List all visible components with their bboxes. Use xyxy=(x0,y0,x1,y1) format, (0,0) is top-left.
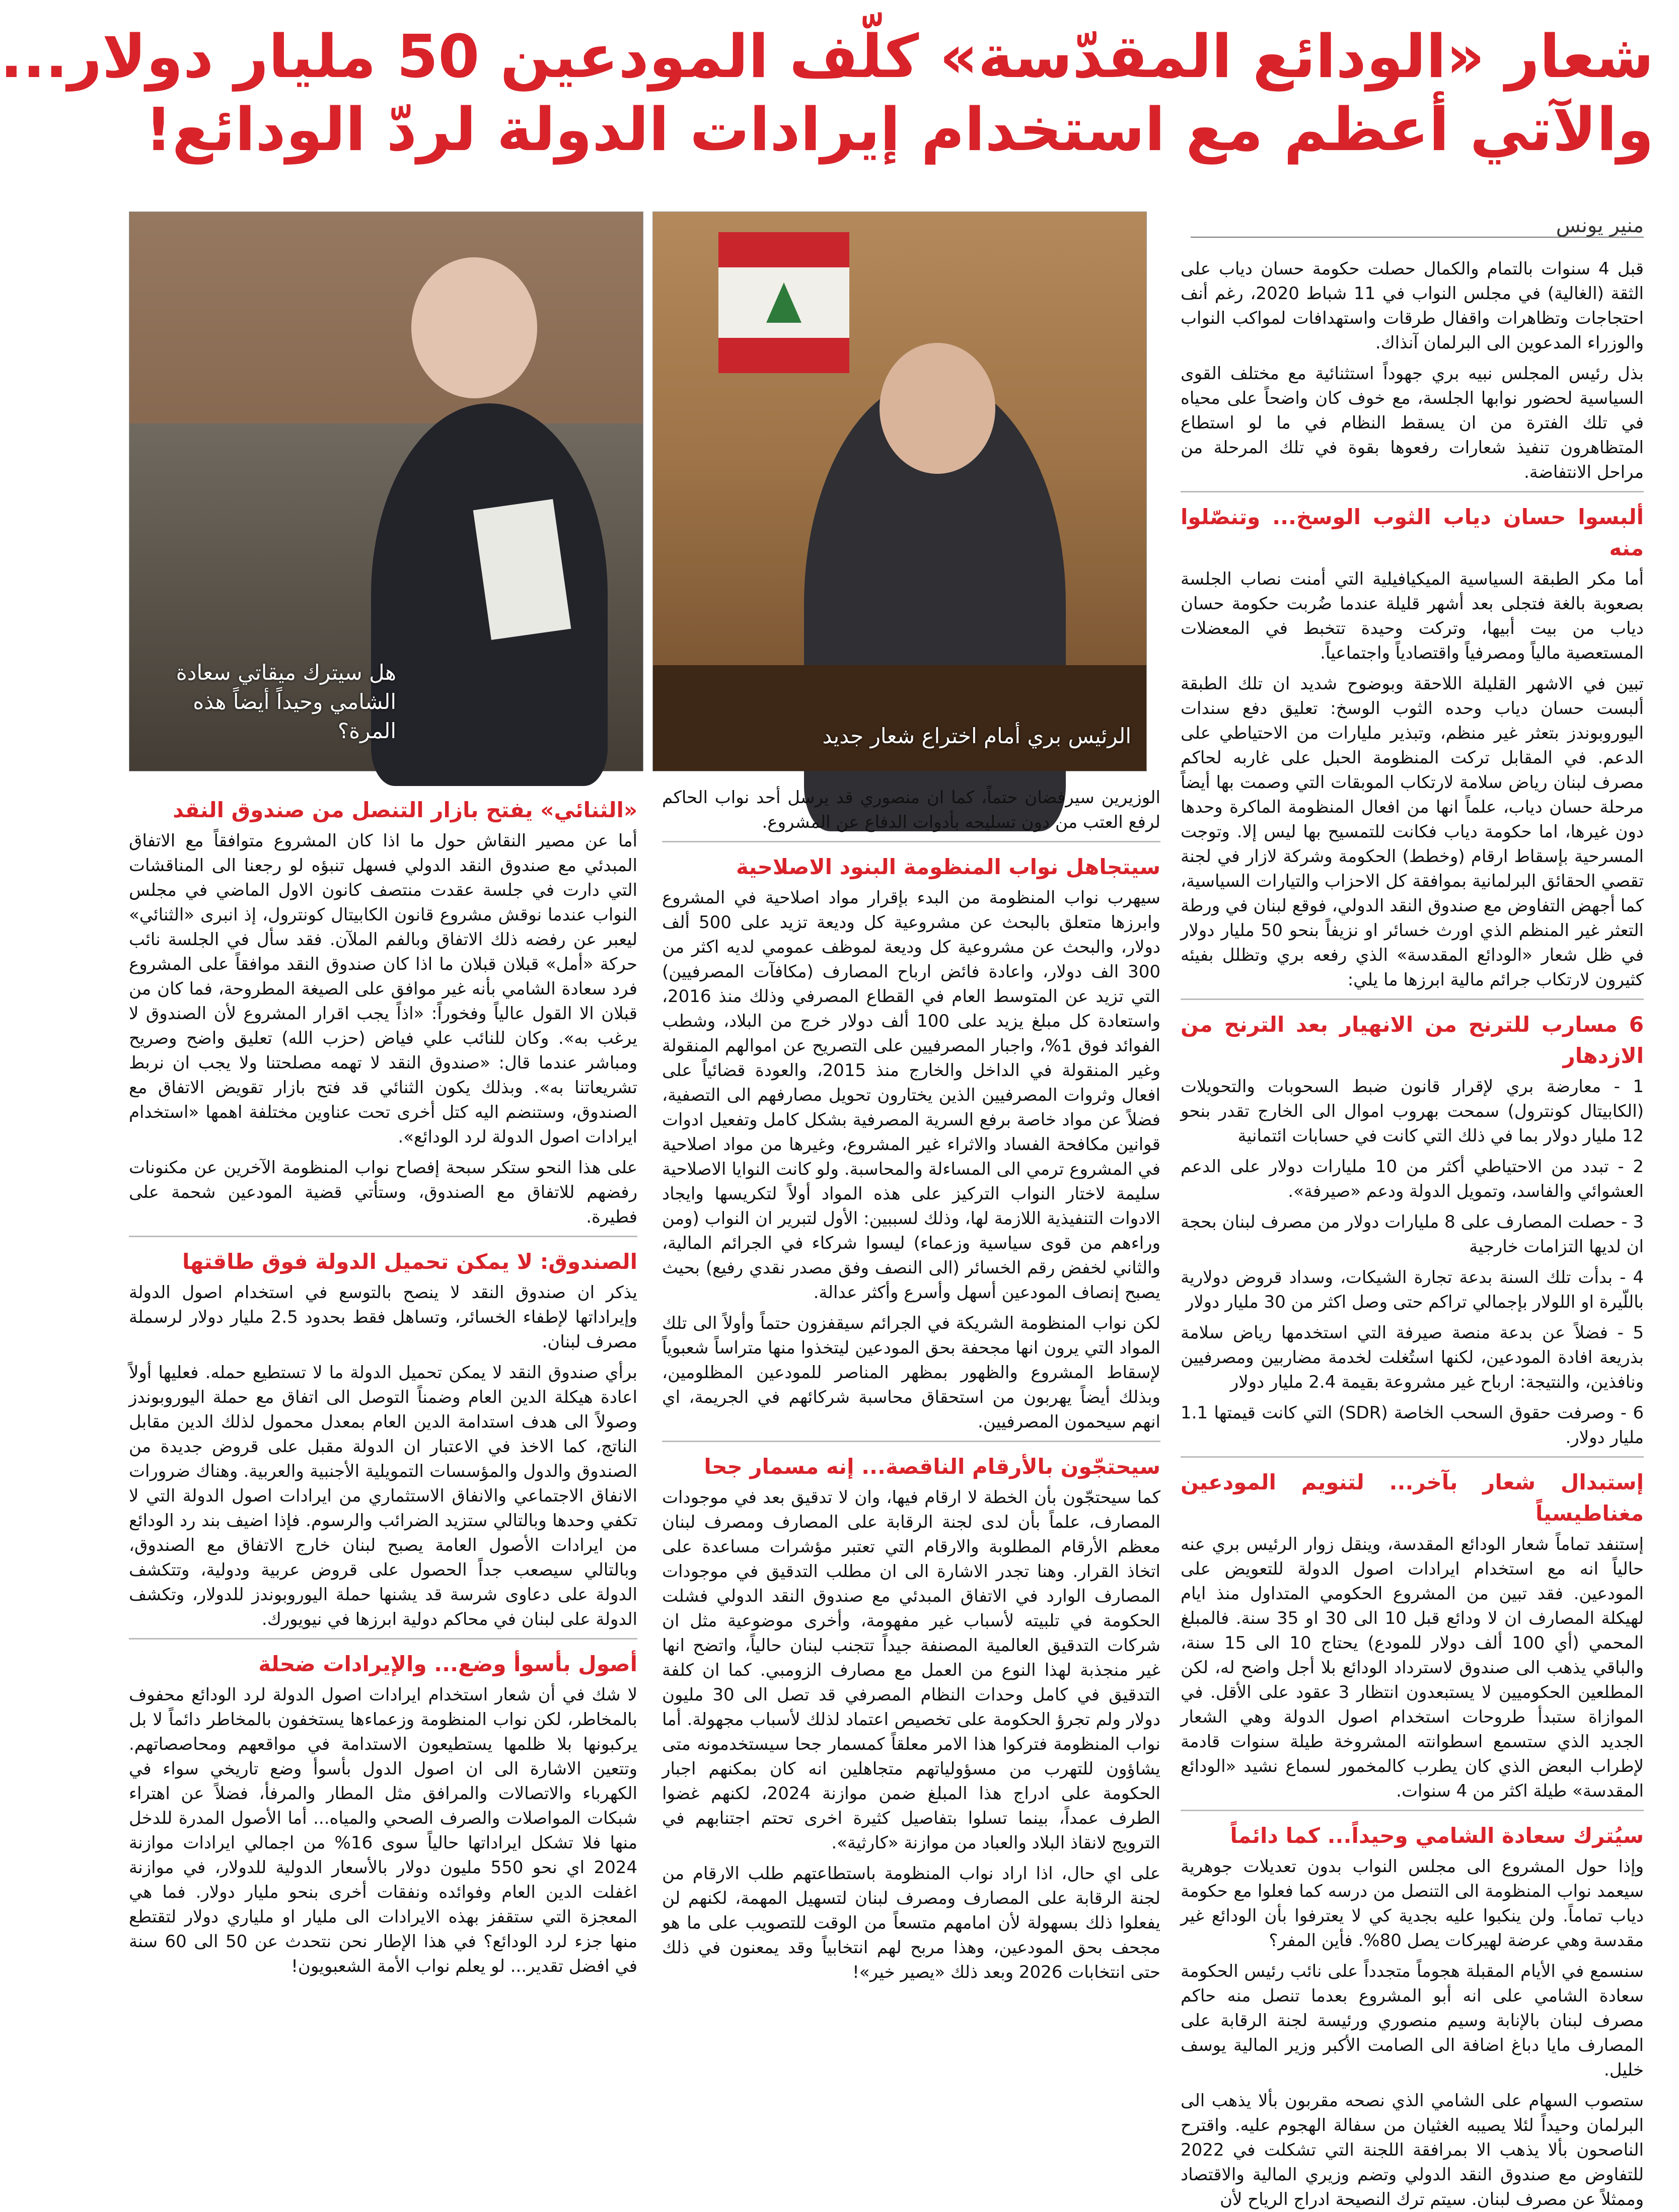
photo-mikati xyxy=(129,211,643,771)
subheading: سيحتجّون بالأرقام الناقصة... إنه مسمار جحا xyxy=(704,1454,1160,1479)
list-item: 3 - حصلت المصارف على 8 مليارات دولار من مصرف لبنان بحجة ان لديها التزامات خارجية xyxy=(1181,1212,1644,1257)
paragraph: لا شك في أن شعار استخدام ايرادات اصول الدولة لرد الودائع محفوف بالمخاطر، لكن نواب المنظومة وزعماءها يستخفون بالمخاطر دائماً لا بل يركبونها بلا ظلمها يستطيعون الاستدامة في مواقعهم ومحاصصاتهم. وتتعين الاشارة الى ان اصول الدول بأسوأ وضع تاريخي سواء في الكهرباء والاتصالات والمرافق مثل المطار والمرفأ، فضلاً عن اهتراء شبكات المواصلات والصرف الصحي والمياه... أما الأصول المدرة للدخل منها فلا تشكل ايراداتها حالياً سوى 16% من اجمالي ايرادات موازنة 2024 اي نحو 550 مليون دولار بالأسعار الدولية للدولار، في موازنة اغفلت الدين العام وفوائده ونفقات أخرى بنحو مليار دولار. فما هي المعجزة التي ستقفز بهذه الايرادات الى مليار او ملياري دولار لتقتطع منها جزء لرد الودائع؟ في هذا الإطار نحن نتحدث عن 50 الى 60 سنة في افضل تقدير... لو يعلم نواب الأمة الشعبويون! xyxy=(129,1685,637,1976)
subheading: أصول بأسوأ وضع... والإيرادات ضحلة xyxy=(258,1652,637,1676)
headline xyxy=(0,20,1654,186)
photo-berri-caption: الرئيس بري أمام اختراع شعار جديد xyxy=(822,724,1131,748)
paragraph: إستنفد تماماً شعار الودائع المقدسة، وينقل زوار الرئيس بري عنه حالياً انه مع استخدام ايرادات اصول الدولة للتعويض على المودعين. فقد تبين من المشروع الحكومي المتداول منذ ايام لهيكلة المصارف ان لا ودائع قبل 10 الى 30 او 35 سنة. فالمبلغ المحمي (أي 100 ألف دولار للمودع) يحتاج 10 الى 15 سنة، والباقي يذهب الى صندوق لاسترداد الودائع بلا أجل واضح له، لكن المطلعين الحكوميين لا يستبعدون انتظار 3 عقود على الأقل. في الموازاة ستبدأ طروحات استخدام اصول الدولة وهي الشعار الجديد الذي ستسمع اسطوانته المشروخة طيلة سنوات قادمة لإطراب البعض الذي كان يطرب كالمخمور لسماع نشيد «الودائع المقدسة» طيلة اكثر من 4 سنوات. xyxy=(1181,1534,1644,1801)
paragraph: كما سيحتجّون بأن الخطة لا ارقام فيها، وان لا تدقيق بعد في موجودات المصارف، علماً بأن لدى لجنة الرقابة على المصارف ومصرف لبنان معظم الأرقام المطلوبة والارقام التي تعتبر مؤشرات مساعدة على اتخاذ القرار. وهنا تجدر الاشارة الى ان مطلب التدقيق في موجودات المصارف الوارد في الاتفاق المبدئي مع صندوق النقد الدولي فشلت الحكومة في تلبيته لأسباب غير مفهومة، وأخرى موضوعية مثل ان شركات التدقيق العالمية المصنفة جيداً تتجنب لبنان حالياً، واتضح انها غير منجذبة لهذا النوع من العمل مع مصارف الزومبي. كما ان كلفة التدقيق في كامل وحدات النظام المصرفي قد تصل الى 30 مليون دولار ولم تجرؤ الحكومة على تخصيص اعتماد لذلك لأسباب مجهولة. أما نواب المنظومة فتركوا هذا الامر معلقاً كمسمار جحا سيستخدمونه متى يشاؤون للتهرب من مسؤولياتهم متجاهلين انه كان بمكنهم اجبار الحكومة على ادراج هذا المبلغ ضمن موازنة 2024، لكنهم غضوا الطرف عمداً، بينما تسلوا بتفاصيل كثيرة اخرى تحتم اجتنابهم في الترويج لانقاذ البلاد والعباد من موازنة «كارثية». xyxy=(662,1487,1160,1853)
section-divider xyxy=(1181,998,1644,1000)
list-item: 6 - وصرفت حقوق السحب الخاصة (SDR) التي كانت قيمتها 1.1 مليار دولار. xyxy=(1181,1403,1644,1448)
paragraph: على هذا النحو ستكر سبحة إفصاح نواب المنظومة الآخرين عن مكنونات رفضهم للاتفاق مع الصندوق، وستأتي قضية المودعين شحمة على فطيرة. xyxy=(129,1158,637,1227)
section-divider xyxy=(1181,1810,1644,1811)
flag-red-stripe-top xyxy=(718,232,849,267)
paragraph: يذكر ان صندوق النقد لا ينصح بالتوسع في استخدام اصول الدولة وإيراداتها لإطفاء الخسائر، وتساهل فقط بحدود 2.5 مليار دولار لرسملة مصرف لبنان. xyxy=(129,1282,638,1352)
paragraph: سيهرب نواب المنظومة من البدء بإقرار مواد اصلاحية في المشروع وابرزها متعلق بالبحث عن مشروعية كل وديعة تزيد على 500 ألف دولار، والبحث عن مشروعية كل وديعة لموظف عمومي لديه اكثر من 300 الف دولار، واعادة فائض ارباح المصارف (مكافآت المصرفيين) التي تزيد عن المتوسط العام في القطاع المصرفي وذلك منذ 2016، واستعادة كل مبلغ يزيد على 100 ألف دولار خرج من البلاد، وشطب الفوائد فوق 1%، واجبار المصرفيين على التصريح عن اموالهم المنقولة وغير المنقولة في الداخل والخارج منذ 2015، والعودة قضائياً على افعال وثروات المصرفيين الذين يختارون تحويل مصارفهم الى التصفية، فضلاً عن مواد خاصة برفع السرية المصرفية بشكل كامل وتفعيل ادوات قوانين مكافحة الفساد والاثراء غير المشروع، وغيرها من مواد اصلاحية في المشروع ترمي الى المساءلة والمحاسبة. ولو كانت النوايا الاصلاحية سليمة لاختار النواب التركيز على هذه المواد أولاً لتكريسها وايجاد الادوات التنفيذية اللازمة لها، وذلك لسببين: الأول لتبرير ان النواب (ومن وراءهم من قوى سياسية وزعماء) ليسوا شركاء في الجرائم المالية، والثاني لخفض رقم الخسائر (الى النصف وفق مصدر نقدي رفيع) بحيث يصبح إنصاف المودعين أسهل وأسرع وأكثر عدالة. xyxy=(662,888,1160,1303)
subheading: إستبدال شعار بآخر... لتنويم المودعين مغناطيسياً xyxy=(1181,1470,1644,1526)
paragraph: تبين في الاشهر القليلة اللاحقة وبوضوح شديد ان تلك الطبقة ألبست حسان دياب وحده الثوب الوسخ: تعليق دفع سندات اليوروبوندز بتعثر غير منظم، وتبذير مليارات من الاحتياطي على الدعم. في المقابل تركت المنظومة الحبل على غاربه لحاكم مصرف لبنان رياض سلامة لارتكاب الموبقات التي وصمت بها أيضاً مرحلة حسان دياب، علماً انها من افعال المنظومة الماكرة وحدها دون غيرها، اما حكومة دياب فكانت للتمسيح بها ليس إلا. وتوجت المسرحية بإسقاط ارقام (وخطط) الحكومة وشركة لازار في لجنة تقصي الحقائق البرلمانية بموافقة كل الاحزاب والتيارات السياسية، كما أجهض التفاوض مع صندوق النقد الدولي، فوقع لبنان في ورطة التعثر غير المنظم الذي اورث خسائر او نزيفاً بنحو 50 مليار دولار في ظل شعار «الودائع المقدسة» الذي رفعه بري وتظلل بفيئه كثيرون لارتكاب جرائم مالية ابرزها ما يلي: xyxy=(1181,674,1644,990)
person-berri-head xyxy=(880,343,995,474)
photo-mikati-caption: هل سيترك ميقاتي سعادة الشامي وحيداً أيضاً هذه المرة؟ xyxy=(176,660,396,743)
photo-berri xyxy=(652,211,1147,771)
paragraph: لكن نواب المنظومة الشريكة في الجرائم سيقفزون حتماً وأولاً الى تلك المواد التي يرون انها مجحفة بحق المودعين ليتخذوا منها متراساً شعبوياً لإسقاط المشروع والظهور بمظهر المناصر للمودعين المظلومين، وبذلك أيضاً يهربون من استحقاق محاسبة شركائهم في الجريمة، اي انهم سيحمون المصرفيين. xyxy=(662,1313,1160,1432)
subheading: ألبسوا حسان دياب الثوب الوسخ... وتنصّلوا منه xyxy=(1181,505,1644,560)
section-divider xyxy=(662,841,1160,842)
article-column-right xyxy=(1181,257,1644,2209)
background-benches xyxy=(129,212,643,423)
paragraph: بذل رئيس المجلس نبيه بري جهوداً استثنائية مع مختلف القوى السياسية لحضور نوابها الجلسة، مع خوف كان واضحاً على محياه في تلك الفترة من ان يسقط النظام في ما لو استطاع المتظاهرون تنفيذ شعارات رفعوها بقوة في تلك المرحلة من مراحل الانتفاضة. xyxy=(1181,364,1644,482)
subheading: 6 مسارب للترنح من الانهيار بعد الترنح من الازدهار xyxy=(1181,1012,1644,1068)
paragraph: ستصوب السهام على الشامي الذي نصحه مقربون بألا يذهب الى البرلمان وحيداً لئلا يصيبه الغثيان من سفالة الهجوم عليه. واقترح الناصحون بألا يذهب الا بمرافقة اللجنة التي تشكلت في 2022 للتفاوض مع صندوق النقد الدولي وتضم وزيري المالية والاقتصاد وممثلاً عن مصرف لبنان. سيتم ترك النصيحة ادراج الرياح لأن xyxy=(1181,2091,1644,2209)
desk xyxy=(653,665,1146,771)
list-item: 2 - تبدد من الاحتياطي أكثر من 10 مليارات دولار على الدعم العشوائي والفاسد، وتمويل الدولة ودعم «صيرفة». xyxy=(1181,1157,1644,1201)
list-item: 1 - معارضة بري لإقرار قانون ضبط السحوبات والتحويلات (الكابيتال كونترول) سمحت بهروب اموال الى الخارج تقدر بنحو 12 مليار دولار بما في ذلك التي كانت في حسابات ائتمانية xyxy=(1181,1077,1644,1146)
paragraph: أما مكر الطبقة السياسية الميكيافيلية التي أمنت نصاب الجلسة بصعوبة بالغة فتجلى بعد أشهر قليلة عندما ضُربت حكومة حسان دياب من بيت أبيها، وتركت وحيدة تتخبط في المعضلات المستعصية مالياً ومصرفياً واقتصادياً واجتماعياً. xyxy=(1181,569,1644,663)
list-item: 5 - فضلاً عن بدعة منصة صيرفة التي استخدمها رياض سلامة بذريعة افادة المودعين، لكنها استُغلت لخدمة مضاربين ومصرفيين ونافذين، والنتيجة: ارباح غير مشروعة بقيمة 2.4 مليار دولار xyxy=(1181,1323,1644,1392)
paragraph: الوزيرين سيرفضان حتماً، كما ان منصوري قد يرسل أحد نواب الحاكم لرفع العتب من دون تسليحه بأدوات الدفاع عن المشروع. xyxy=(662,788,1160,832)
paragraph: قبل 4 سنوات بالتمام والكمال حصلت حكومة حسان دياب على الثقة (الغالية) في مجلس النواب في 11 شباط 2020، رغم أنف احتجاجات وتظاهرات واقفال طرقات واستهدافات لمواكب النواب والوزراء المدعوين الى البرلمان آنذاك. xyxy=(1181,259,1644,353)
paragraph: سنسمع في الأيام المقبلة هجوماً متجدداً على نائب رئيس الحكومة سعادة الشامي على انه أبو المشروع بعدما تنصل منه حاكم مصرف لبنان بالإنابة وسيم منصوري ورئيسة لجنة الرقابة على المصارف مايا دباغ اضافة الى الصامت الأكبر وزير المالية يوسف خليل. xyxy=(1181,1961,1644,2080)
article-column-left xyxy=(129,786,637,2009)
section-divider xyxy=(662,1441,1160,1442)
headline-line-2: والآتي أعظم مع استخدام إيرادات الدولة لردّ الودائع! xyxy=(145,95,1654,164)
headline-line-1: شعار «الودائع المقدّسة» كلّف المودعين 50 مليار دولار... xyxy=(0,22,1654,91)
subheading: سيُترك سعادة الشامي وحيداً... كما دائماً xyxy=(1230,1823,1644,1848)
paragraph: أما عن مصير النقاش حول ما اذا كان المشروع متوافقاً مع الاتفاق المبدئي مع صندوق النقد الدولي فسهل تنبؤه لو رجعنا الى المناقشات التي دارت في جلسة عقدت منتصف كانون الاول الماضي في مجلس النواب عندما نوقش مشروع قانون الكابيتال كونترول، إذ انبرى «الثنائي» ليعبر عن رفضه ذلك الاتفاق وبالفم الملآن. فقد سأل في الجلسة نائب حركة «أمل» قبلان قبلان ما اذا كان صندوق النقد موافقاً على المشروع فرد سعادة الشامي بأنه غير موافق على الصيغة المطروحة، فما كان من قبلان الا القول عالياً وفخوراً: «اذاً يجب اقرار المشروع لأن الصندوق لا يرغب به». وكان للنائب علي فياض (حزب الله) تعليق واضح وصريح ومباشر عندما قال: «صندوق النقد لا تهمه مصلحتنا ولا يجب ان نربط تشريعاتنا به». وبذلك يكون الثنائي قد فتح بازار تقويض الاتفاق مع الصندوق، وستنضم اليه كتل أخرى تحت عناوين مختلفة اهمها «استخدام ايرادات اصول الدولة لرد الودائع». xyxy=(129,831,637,1147)
section-divider xyxy=(1181,1456,1644,1458)
paragraph: على اي حال، اذا اراد نواب المنظومة باستطاعتهم طلب الارقام من لجنة الرقابة على المصارف ومصرف لبنان لتسهيل المهمة، لكنهم لن يفعلوا ذلك بسهولة لأن امامهم متسعاً من الوقت للتصويب على ما هو مجحف بحق المودعين، وهذا مربح لهم انتخابياً وقد يمعنون في ذلك حتى انتخابات 2026 وبعد ذلك «يصير خير»! xyxy=(662,1864,1160,1982)
section-divider xyxy=(129,1236,637,1237)
article-column-middle xyxy=(662,786,1160,2009)
subheading: «الثنائي» يفتح بازار التنصل من صندوق النقد xyxy=(173,798,637,822)
section-divider xyxy=(1181,491,1644,492)
subheading: سيتجاهل نواب المنظومة البنود الاصلاحية xyxy=(736,854,1160,879)
person-mikati-head xyxy=(411,257,537,398)
subheading: الصندوق: لا يمكن تحميل الدولة فوق طاقتها xyxy=(182,1249,637,1274)
section-divider xyxy=(129,1638,637,1639)
list-item: 4 - بدأت تلك السنة بدعة تجارة الشيكات، وسداد قروض دولارية باللّيرة او اللولار بإجمالي تراكم حتى وصل اكثر من 30 مليار دولار xyxy=(1181,1267,1644,1312)
paragraph: وإذا حول المشروع الى مجلس النواب بدون تعديلات جوهرية سيعمد نواب المنظومة الى التنصل من درسه كما فعلوا مع حكومة دياب تماماً. ولن ينكبوا عليه بجدية كي لا يعترفوا بأن الودائع غير مقدسة وهي عرضة لهيركات يصل 80%. فأين المفر؟ xyxy=(1181,1857,1644,1951)
flag-red-stripe-bottom xyxy=(718,338,849,373)
paragraph: برأي صندوق النقد لا يمكن تحميل الدولة ما لا تستطيع حمله. فعليها أولاً اعادة هيكلة الدين العام وضمناً التوصل الى اتفاق مع حملة اليوروبوندز وصولاً الى هدف استدامة الدين العام بمعدل محمول لذلك الدين مقابل الناتج، كما الاخذ في الاعتبار ان الدولة مقبل على قروض جديدة من الصندوق والدول والمؤسسات التمويلية الأجنبية والعربية. وهناك ضرورات الانفاق الاجتماعي والانفاق الاستثماري من ايرادات اصول الدولة التي لا تكفي وحدها وبالتالي ستزيد الضرائب والرسوم. فإذا اضيف بند رد الودائع من ايرادات الأصول العامة يصبح لبنان خارج الاتفاق مع الصندوق، وبالتالي سيصعب جداً الحصول على قروض عربية ودولية، وتتكشف الدولة على دعاوى شرسة قد يشنها حملة اليوروبوندز للدولار، وتكشف الدولة على لبنان في محاكم دولية ابرزها في نيويورك. xyxy=(129,1363,637,1629)
byline-divider xyxy=(1191,237,1644,238)
byline: منير يونس xyxy=(1556,214,1644,237)
